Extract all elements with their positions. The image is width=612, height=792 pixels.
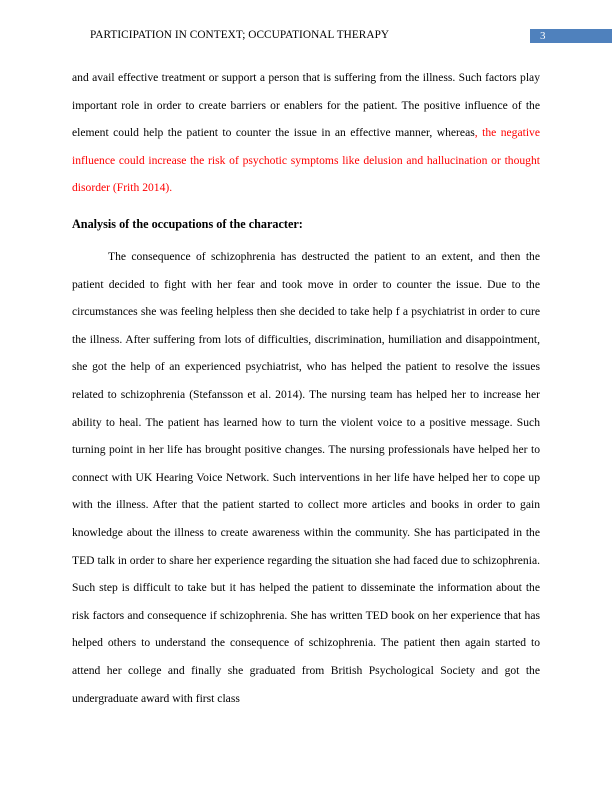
paragraph-1-text: and avail effective treatment or support a person that is suffering from the illness. Such factors play important role in order to create barriers or enablers for the patient. The positive influence of the element could help the patient to counter the issue in an effective manner, whereas xyxy=(72,71,540,140)
running-head: PARTICIPATION IN CONTEXT; OCCUPATIONAL THERAPY xyxy=(90,29,390,41)
section-heading: Analysis of the occupations of the character: xyxy=(72,217,303,231)
page-number: 3 xyxy=(530,29,612,43)
paragraph-1-highlighted-text: , the negative influence could increase the risk of psychotic symptoms like delusion and hallucination or thought disorder (Frith 2014). xyxy=(72,126,540,195)
paragraph-1 xyxy=(72,64,540,202)
paragraph-2: The consequence of schizophrenia has destructed the patient to an extent, and then the patient decided to fight with her fear and took move in order to counter the issue. Due to the circumstances she was feeling helpless then she decided to take help f a psychiatrist in order to cure the illness. After suffering from lots of difficulties, discrimination, humiliation and disappointment, she got the help of an experienced psychiatrist, who has helped the patient to resolve the issues related to schizophrenia (Stefansson et al. 2014). The nursing team has helped her to increase her ability to heal. The patient has learned how to turn the violent voice to a positive message. Such turning point in her life has brought positive changes. The nursing professionals have helped her to connect with UK Hearing Voice Network. Such interventions in her life have helped her to cope up with the illness. After that the patient started to collect more articles and books in order to gain knowledge about the illness to create awareness within the community. She has participated in the TED talk in order to share her experience regarding the situation she had faced due to schizophrenia. Such step is difficult to take but it has helped the patient to disseminate the information about the risk factors and consequence if schizophrenia. She has written TED book on her experience that has helped others to understand the consequence of schizophrenia. The patient then again started to attend her college and finally she graduated from British Psychological Society and got the undergraduate award with first class xyxy=(72,250,540,705)
